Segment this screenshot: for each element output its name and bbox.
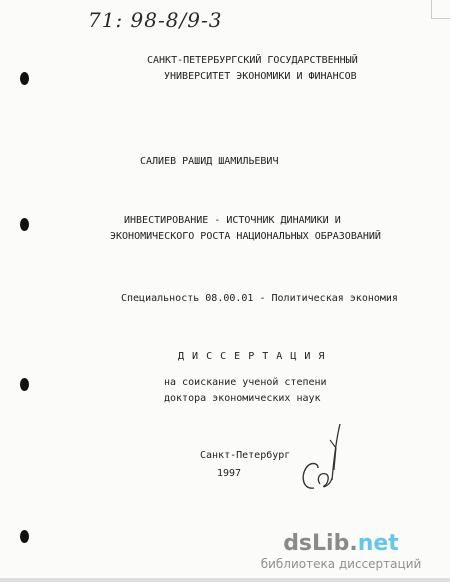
punch-hole	[20, 218, 29, 231]
watermark-tagline: библиотека диссертаций	[260, 557, 422, 571]
year: 1997	[217, 468, 242, 479]
watermark-logo-suffix: net	[357, 531, 399, 556]
page-corner-edge	[431, 0, 450, 19]
document-type: Д И С С Е Р Т А Ц И Я	[178, 351, 326, 362]
institution-line-1: САНКТ-ПЕТЕРБУРГСКИЙ ГОСУДАРСТВЕННЫЙ	[147, 55, 358, 66]
degree-line-2: доктора экономических наук	[164, 393, 321, 404]
author-name: САЛИЕВ РАШИД ШАМИЛЬЕВИЧ	[140, 156, 279, 167]
institution-line-2: УНИВЕРСИТЕТ ЭКОНОМИКИ И ФИНАНСОВ	[164, 71, 357, 82]
page-bottom-edge	[0, 578, 450, 582]
watermark-logo	[248, 531, 434, 557]
punch-hole	[20, 530, 29, 543]
archive-code: 71: 98-8/9-3	[88, 8, 223, 32]
dslib-watermark	[248, 531, 434, 572]
degree-line-1: на соискание ученой степени	[164, 377, 327, 388]
specialty: Специальность 08.00.01 - Политическая экономия	[121, 293, 398, 304]
punch-hole	[20, 72, 29, 85]
punch-hole	[20, 378, 29, 391]
handwritten-signature	[296, 418, 352, 508]
thesis-title-line-2: ЭКОНОМИЧЕСКОГО РОСТА НАЦИОНАЛЬНЫХ ОБРАЗОВАНИЙ	[110, 231, 381, 242]
watermark-logo-prefix: dsLib.	[283, 531, 358, 556]
thesis-title-line-1: ИНВЕСТИРОВАНИЕ - ИСТОЧНИК ДИНАМИКИ И	[124, 215, 341, 226]
city: Санкт-Петербург	[200, 450, 291, 461]
